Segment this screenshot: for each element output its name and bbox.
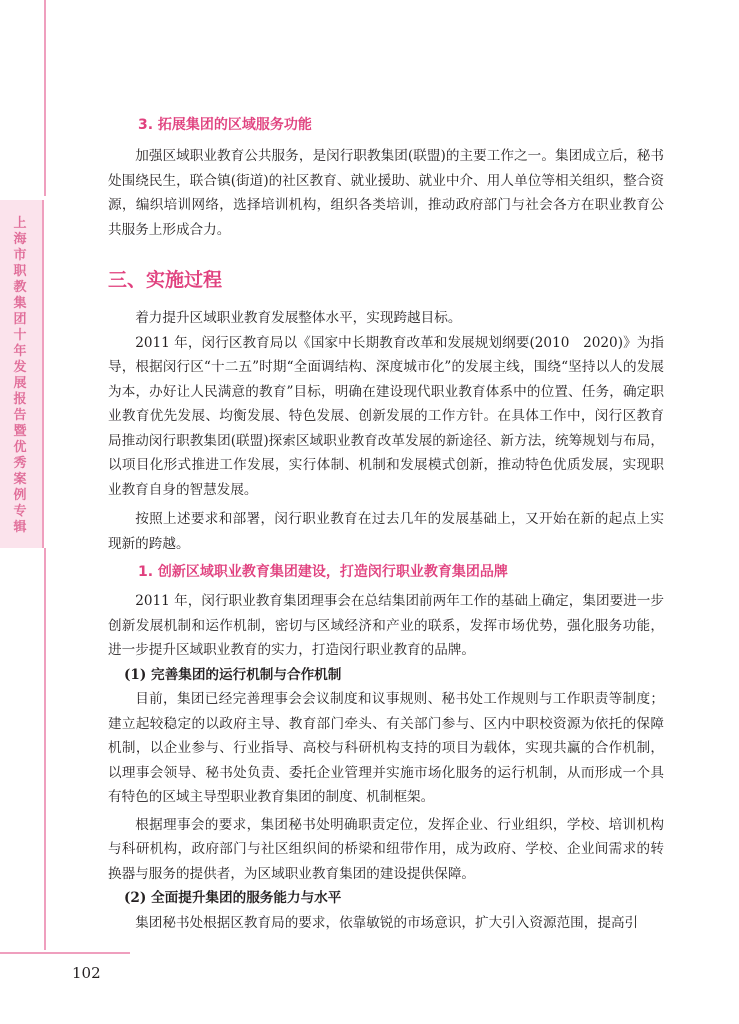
- intro-paragraph-3: 按照上述要求和部署，闵行职业教育在过去几年的发展基础上，又开始在新的起点上实现新的跨越。: [108, 511, 664, 552]
- subsection1-paragraph: 2011 年，闵行职业教育集团理事会在总结集团前两年工作的基础上确定，集团要进一步创新发展机制和运作机制，密切与区域经济和产业的联系，发挥市场优势，强化服务功能，进一步提升区域职业教育的实力，打造闵行职业教育的品牌。: [108, 593, 664, 658]
- intro-paragraph-1: 着力提升区域职业教育发展整体水平，实现跨越目标。: [135, 310, 462, 326]
- section3-paragraph: 加强区域职业教育公共服务，是闵行职教集团(联盟)的主要工作之一。集团成立后，秘书处围绕民生，联合镇(街道)的社区教育、就业援助、就业中介、用人单位等相关组织，整合资源，编织培训网络，选择培训机构，组织各类培训，推动政府部门与社会各方在职业教育公共服务上形成合力。: [108, 148, 664, 238]
- subsection1-1-heading: (1) 完善集团的运行机制与合作机制: [124, 666, 342, 683]
- subsection1-1-paragraph-2: 根据理事会的要求，集团秘书处明确职责定位，发挥企业、行业组织，学校、培训机构与科研机构，政府部门与社区组织间的桥梁和纽带作用，成为政府、学校、企业间需求的转换器与服务的提供者，为区域职业教育集团的建设提供保障。: [108, 816, 664, 882]
- top-margin-line: [44, 0, 46, 196]
- intro-paragraph-2: 2011 年，闵行区教育局以《国家中长期教育改革和发展规划纲要(2010 2020)》为指导，根据闵行区“十二五”时期“全面调结构、深度城市化”的发展主线，围绕“坚持以人的发展为本，办好让人民满意的教育”目标，明确在建设现代职业教育体系中的位置、任务，确定职业教育优先发展、均衡发展、特色发展、创新发展的工作方针。在具体工作中，闵行区教育局推动闵行职教集团(联盟)探索区域职业教育改革发展的新途径、新方法，统筹规划与布局，以项目化形式推进工作发展，实行体制、机制和发展模式创新，推动特色优质发展，实现职业教育自身的智慧发展。: [108, 334, 664, 498]
- bottom-margin-line: [44, 548, 46, 950]
- chapter-heading: 三、实施过程: [108, 269, 223, 291]
- subsection1-heading: 1. 创新区域职业教育集团建设，打造闵行职业教育集团品牌: [138, 564, 508, 580]
- page-content: [108, 114, 664, 935]
- footer-rule: [0, 952, 130, 954]
- page-number: 102: [72, 964, 101, 982]
- side-tab-text: 上海市职教集团十年发展报告暨优秀案例专辑: [13, 216, 27, 535]
- subsection1-2-heading: (2) 全面提升集团的服务能力与水平: [124, 890, 342, 906]
- subsection1-1-paragraph-1: 目前，集团已经完善理事会会议制度和议事规则、秘书处工作规则与工作职责等制度；建立起较稳定的以政府主导、教育部门牵头、有关部门参与、区内中职校资源为依托的保障机制，以企业参与、行业指导、高校与科研机构支持的项目为载体，实现共赢的合作机制，以理事会领导、秘书处负责、委托企业管理并实施市场化服务的运行机制，从而形成一个具有特色的区域主导型职业教育集团的制度、机制框架。: [108, 691, 664, 805]
- section3-heading: 3. 拓展集团的区域服务功能: [138, 117, 312, 133]
- subsection1-2-paragraph-1: 集团秘书处根据区教育局的要求，依靠敏锐的市场意识，扩大引入资源范围，提高引: [135, 914, 639, 931]
